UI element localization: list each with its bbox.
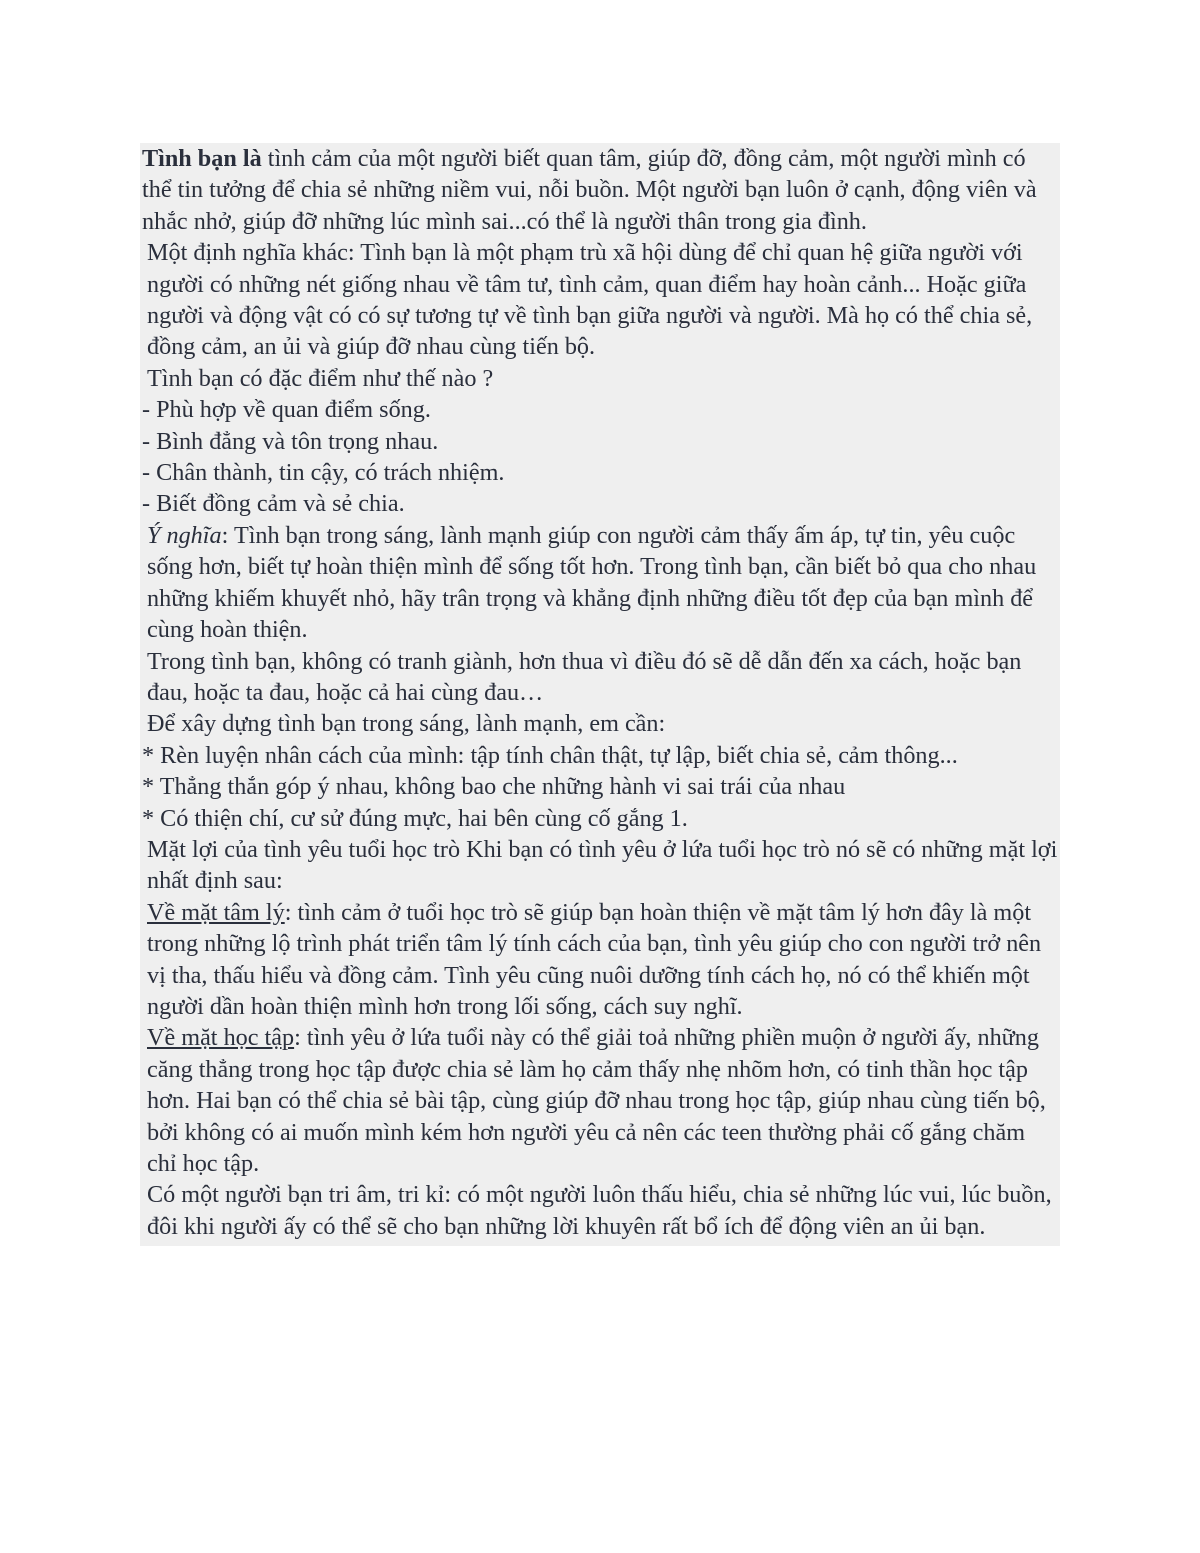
paragraph-psychology (140, 897, 1060, 1023)
paragraph-study (140, 1022, 1060, 1179)
list-item: - Chân thành, tin cậy, có trách nhiệm. (142, 459, 505, 487)
list-item: - Phù hợp về quan điểm sống. (142, 396, 431, 424)
paragraph-characteristics-heading: Tình bạn có đặc điểm như thế nào ? (147, 364, 494, 392)
list-item: * Rèn luyện nhân cách của mình: tập tính chân thật, tự lập, biết chia sẻ, cảm thông... (142, 741, 958, 769)
definition-text: tình cảm của một người biết quan tâm, giúp đỡ, đồng cảm, một người mình có thể tin tưởng để chia sẻ những niềm vui, nỗi buồn. Một người bạn luôn ở cạnh, động viên và nhắc nhở, giúp đỡ những lúc mình sai...có thể là người thân trong gia đình. (142, 145, 1037, 235)
study-lead: Về mặt học tập (147, 1024, 295, 1052)
meaning-lead: Ý nghĩa (147, 521, 222, 549)
paragraph-soulmate: Có một người bạn tri âm, tri kỉ: có một người luôn thấu hiểu, chia sẻ những lúc vui, lúc buồn, đôi khi người ấy có thể sẽ cho bạn những lời khuyên rất bổ ích để động viên an ủi bạn. (147, 1181, 1052, 1240)
definition-lead: Tình bạn là (142, 145, 262, 172)
paragraph-alt-definition: Một định nghĩa khác: Tình bạn là một phạm trù xã hội dùng để chỉ quan hệ giữa người với người có những nét giống nhau về tâm tư, tình cảm, quan điểm hay hoàn cảnh... Hoặc giữa người và động vật có có sự tương tự về tình bạn giữa người và người. Mà họ có thể chia sẻ, đồng cảm, an ủi và giúp đỡ nhau cùng tiến bộ. (147, 239, 1033, 361)
document-text-block (140, 143, 1060, 1246)
list-item: - Biết đồng cảm và sẻ chia. (142, 490, 405, 518)
paragraph-meaning (140, 520, 1060, 646)
paragraph-definition (140, 143, 1060, 237)
study-text: : tình yêu ở lứa tuổi này có thể giải toả những phiền muộn ở người ấy, những căng thẳng trong học tập được chia sẻ làm họ cảm thấy nhẹ nhõm hơn, có tinh thần học tập hơn. Hai bạn có thể chia sẻ bài tập, cùng giúp đỡ nhau trong học tập, giúp nhau cùng tiến bộ, bởi không có ai muốn mình kém hơn người yêu cả nên các teen thường phải cố gắng chăm chỉ học tập. (147, 1024, 1046, 1177)
psychology-lead: Về mặt tâm lý (147, 898, 285, 926)
meaning-text: : Tình bạn trong sáng, lành mạnh giúp con người cảm thấy ấm áp, tự tin, yêu cuộc sống hơn, biết tự hoàn thiện mình để sống tốt hơn. Trong tình bạn, cần biết bỏ qua cho nhau những khiếm khuyết nhỏ, hãy trân trọng và khẳng định những điều tốt đẹp của bạn mình để cùng hoàn thiện. (147, 521, 1037, 644)
list-item: - Bình đẳng và tôn trọng nhau. (142, 427, 439, 455)
paragraph-no-competition: Trong tình bạn, không có tranh giành, hơn thua vì điều đó sẽ dễ dẫn đến xa cách, hoặc bạn đau, hoặc ta đau, hoặc cả hai cùng đau… (147, 647, 1022, 706)
psychology-text: : tình cảm ở tuổi học trò sẽ giúp bạn hoàn thiện về mặt tâm lý hơn đây là một trong những lộ trình phát triển tâm lý tính cách của bạn, tình yêu giúp cho con người trở nên vị tha, thấu hiểu và đồng cảm. Tình yêu cũng nuôi dưỡng tính cách họ, nó có thể khiến một người dần hoàn thiện mình hơn trong lối sống, cách suy nghĩ. (147, 898, 1042, 1020)
list-item: * Có thiện chí, cư sử đúng mực, hai bên cùng cố gắng 1. (142, 804, 688, 832)
paragraph-benefits: Mặt lợi của tình yêu tuổi học trò Khi bạn có tình yêu ở lứa tuổi học trò nó sẽ có những mặt lợi nhất định sau: (147, 835, 1058, 895)
list-item: * Thẳng thắn góp ý nhau, không bao che những hành vi sai trái của nhau (142, 773, 846, 801)
paragraph-build-friendship: Để xây dựng tình bạn trong sáng, lành mạnh, em cần: (147, 710, 666, 738)
